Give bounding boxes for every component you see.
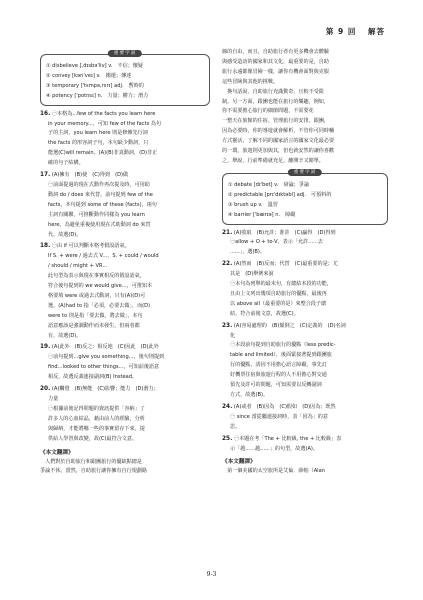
vocab-item: ② convey [kən'veɪ] v. 搬運；傳達: [46, 72, 132, 79]
text-line: 思。: [230, 423, 241, 430]
text-line: 預先及許可的問題，可知需要以反轉副詞: [230, 382, 322, 389]
question-23: [222, 322, 388, 401]
text-line: ......」，選(B)。: [230, 249, 266, 256]
text-line: 符合後句提到的 we would give...，可推知本: [48, 283, 153, 290]
question-24: [222, 403, 388, 433]
text-line: ㊀本格為...few of the facts you learn here: [51, 110, 156, 117]
question-number: 23.: [222, 322, 233, 329]
text-line: 選，(A)had to 指「必須，必要去做」，而(D): [48, 302, 151, 309]
vocab-item: ② predictable [prɪ'dɪktəbl] adj. 可預料的: [228, 191, 332, 198]
text-line: the facts 的形容詞子句，本句缺少動詞，只: [48, 140, 149, 147]
text-line: 能選(C)will remain。(A)(B)非真動詞，(D)非正: [48, 150, 158, 157]
question-number: 22.: [222, 261, 233, 268]
text-line: 方式，故選(B)。: [230, 392, 269, 398]
vocab-item: ① disbelieve [,dɪsbə'liv] v. 不信；懷疑: [46, 63, 143, 69]
text-line: 確的句子結構。: [48, 160, 84, 167]
question-number: 20.: [40, 386, 51, 393]
text-line: table and limited），後面緊接著提到跟團旅: [230, 352, 332, 359]
text-line: 一整天在旅館的住宿、管理旅行的安排，跟團，: [222, 118, 329, 125]
question-25: [222, 435, 388, 455]
text-line: 動詞 do / does 來代替。前句提到 few of the: [48, 191, 153, 198]
question-17: [40, 171, 210, 240]
text-line: 許多人的心血結晶，藉由前人的經驗，分析: [48, 415, 145, 422]
text-line: (A)擁有 (B)使 (C)得到 (D)做: [51, 172, 129, 179]
section-title: 《本文翻譯》: [40, 449, 74, 456]
question-number: 19.: [40, 344, 51, 351]
text-line: 格要填 were 或過去式動詞，只有(A)(D)可: [48, 292, 146, 299]
translation-paragraph: [40, 458, 210, 478]
vocab-tag: 重要字詞: [288, 169, 322, 176]
text-line: 人們對於自助旅行和跟團旅行的優缺點總是: [40, 458, 142, 465]
text-line: 線的自由，而且，自助旅行者有更多機會去體驗: [222, 49, 329, 55]
text-line: 爭論不休。當然，自助旅行讓你擁有自行規劃路: [40, 468, 147, 475]
text-line: were to 則是指「要去做，將去做」，本句: [48, 312, 143, 319]
question-19: [40, 343, 210, 383]
text-line: 以 above all（最重要的是）來整合段子總: [230, 300, 327, 307]
question-18: [40, 242, 210, 341]
text-line: ㊀根據前後記得問題的資訊提供「容納」了: [48, 405, 145, 412]
vocab-item: ④ barrier ['bærɪə] n. 障礙: [228, 211, 296, 218]
text-line: 子的主詞，you learn here 則是修飾先行詞: [48, 130, 148, 137]
text-line: 此句型為表示與現在事實相反的假設語氣，: [48, 273, 145, 280]
text-line: (A)或者 (B)因為 (C)假如 (D)因為；既然: [233, 403, 336, 410]
section-label: 解答: [368, 27, 385, 36]
text-line: 你不需要擔心旅行的細節問題，不需要花: [222, 108, 314, 115]
text-line: 制。另一方面，跟團也能在旅行的樂趣，例如，: [222, 98, 329, 105]
vocab-tag: 重要字詞: [108, 50, 142, 57]
vocab-item: ① debate [dɪ'bet] v. 辯論；爭論: [228, 181, 309, 188]
section-title: 《本文翻譯》: [222, 459, 256, 466]
text-line: 語意應該是強調動作而未發生，但兩者都: [48, 322, 140, 329]
text-line: 因為必要時，你的導遊就會解析，不管你可同時輔: [222, 128, 335, 135]
question-number: 17.: [40, 172, 51, 179]
text-line: 代，故選(D)。: [48, 231, 82, 238]
question-number: 21.: [222, 229, 233, 236]
vocab-item: ③ temporary ['tɛmpə,rɛrɪ] adj. 暫時的: [46, 82, 144, 89]
question-21: [222, 229, 388, 259]
text-line: 之，舉說，行前準備就充足，離開辛又簡單。: [222, 157, 324, 164]
text-line: ㊀ since 當從屬連接詞時，表「因為」的意: [230, 413, 328, 420]
question-20: [40, 385, 210, 444]
question-22: [222, 260, 388, 319]
text-line: ㊀本句為列舉的最末句，有總結本段的功能，: [230, 281, 332, 288]
chapter-label: 第 9 回: [325, 27, 357, 36]
text-line: (A)然而 (B)反而；代替 (C)最重要的是；尤: [233, 261, 338, 268]
text-line: (A)此外 (B)反之：相反地 (C)因此 (D)此外: [51, 344, 159, 351]
text-line: 有，故選(D)。: [48, 332, 82, 339]
text-line: 旅行永遠都像冒險一樣，讓你有機會面對與克服: [222, 68, 329, 75]
text-line: 換句話說，自助旅行充滿驚奇，且較不受限: [222, 88, 324, 95]
right-column: [222, 48, 388, 477]
text-line: / should / might + VR...: [48, 263, 108, 270]
text-line: here，為避免重複使用現在式助動詞 do 來替: [48, 221, 151, 228]
left-column: [40, 48, 210, 477]
text-line: (A)觸覺 (B)無能 (C)影響；能力 (D)潛力；: [51, 386, 159, 393]
text-line: find...looked to other things...，可知前後語意: [48, 364, 160, 371]
text-line: 第一個美國的太空旅所是艾倫．薛帕（Alan: [222, 468, 325, 475]
translation-paragraph: [222, 467, 388, 477]
vocab-box-left: [40, 51, 210, 106]
question-number: 16.: [40, 110, 51, 117]
text-line: ㊀前面提過的現在式動作再次提及時，可用助: [48, 181, 150, 188]
vocab-box-right: [222, 169, 388, 225]
vocab-item: ④ potency ['potnsɪ] n. 力量；權力；潛力: [46, 92, 149, 99]
page-header: [318, 26, 385, 37]
page-number: 9-3: [206, 571, 217, 578]
text-line: ㊀本段前句提到自助旅行的優點（less predic-: [230, 342, 336, 349]
question-number: 24.: [222, 403, 233, 410]
text-line: 結，符合前後文意，故選(C)。: [230, 310, 299, 317]
text-line: 的一環，旅遊則更加與其，但也就安然的讓你喜歡: [222, 148, 335, 155]
text-line: 且由上文列出幾項自助旅行的優點，最後再: [230, 290, 327, 297]
text-line: ㊀由 if 可以判斷本格考假設語氣。: [51, 243, 130, 250]
text-line: ㊀allow + O + to-V，表示「允許......去: [230, 239, 323, 246]
text-line: (A)收取 (B)允許；准許 (C)贏得 (D)得到: [233, 229, 336, 236]
text-line: 主詞有關聯，可推斷動作同樣為 you learn: [48, 211, 145, 218]
question-16: [40, 110, 210, 169]
text-line: (A)容易處理的 (B)顛倒之 (C)定義的 (D)名詞: [233, 322, 346, 329]
text-line: 化: [230, 332, 236, 339]
text-line: If S. + were / 過去式 V...，S. + could / would: [48, 253, 159, 260]
text-line: 這些冒險與其他的挑戰。: [222, 78, 279, 85]
text-line: 供給人學習與改變，故(C)最符合文意。: [48, 435, 138, 442]
text-line: facts，本句提到 some of these (facts)，兩句: [48, 201, 157, 208]
text-line: 方式靈活，了解不同的國家語言的國家文化最必要: [222, 138, 335, 145]
text-line: 力量: [48, 396, 59, 402]
text-line: 與歸納，才能將哪一些的事實留存下來，提: [48, 425, 145, 432]
text-line: 與感受造訪的國家和其文化，最重要的是，自助: [222, 58, 329, 65]
text-line: 示「越......越......」的句型，故選(A)。: [230, 445, 319, 452]
text-line: 其是 (D)舉例來說: [230, 271, 274, 278]
text-line: ㊀本題在考「The + 比較級, the + 比較級」表: [233, 435, 342, 442]
text-line: in your memory...，可知 few of the facts 為句: [48, 120, 162, 127]
question-number: 18.: [40, 243, 51, 250]
vocab-item: ③ brush up v. 溫習: [228, 201, 278, 208]
text-line: 行的優點，誘因不用擔心語言障礙，事先訂: [230, 362, 327, 369]
text-line: 好機票住宿與旅遊行程的人不用擔心對交通: [230, 372, 327, 379]
text-line: 相反，故選反義連接副詞(B) Instead。: [48, 374, 138, 381]
text-line: ㊀前句提到...give you something...，後句則提到: [48, 354, 165, 361]
question-number: 25.: [222, 435, 233, 442]
translation-continued: [222, 48, 388, 167]
